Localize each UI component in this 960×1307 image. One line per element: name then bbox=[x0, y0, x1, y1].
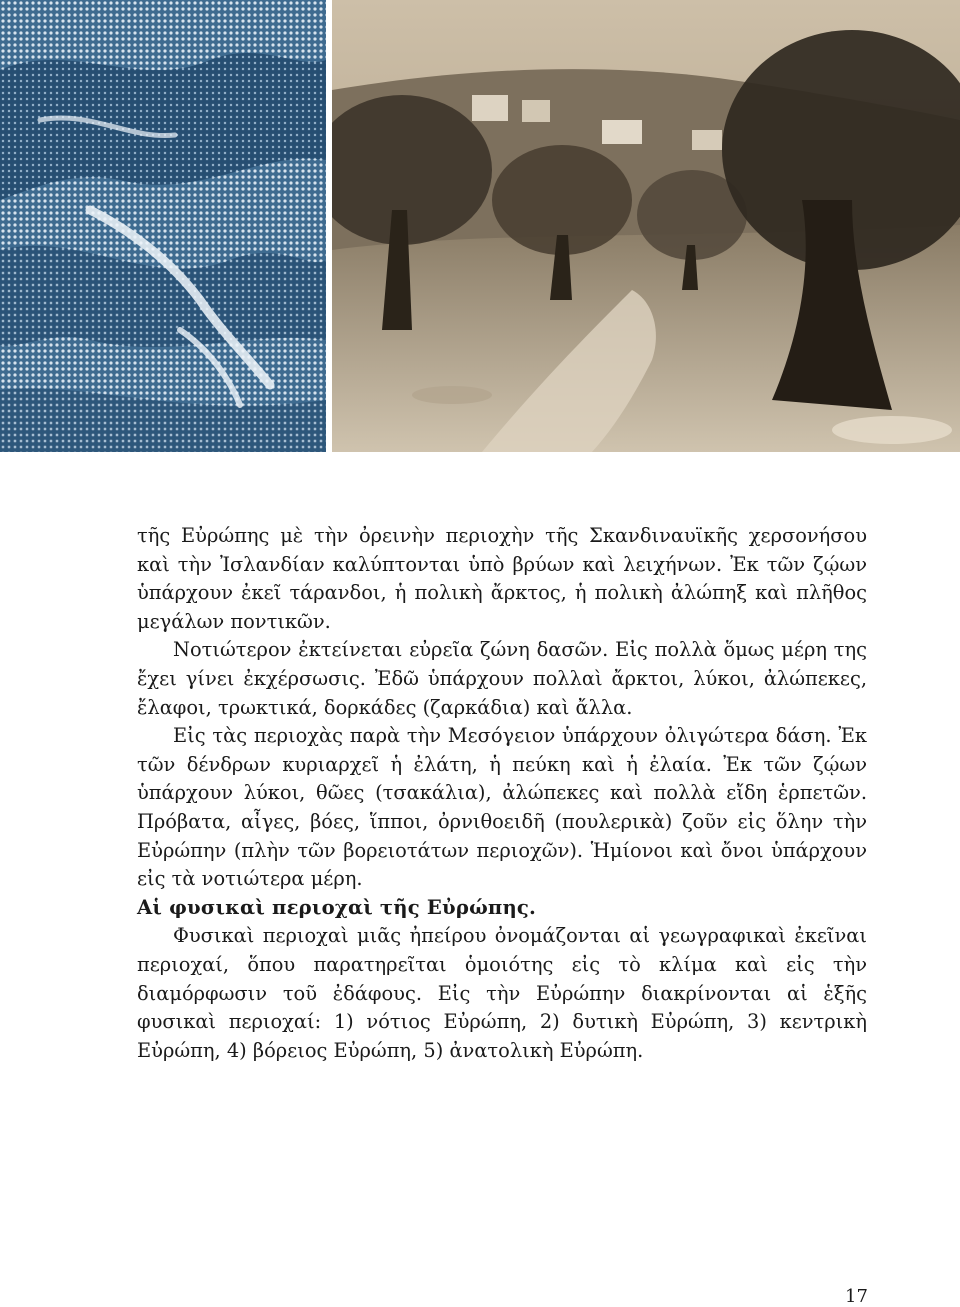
paragraph-3: Εἰς τὰς περιοχὰς παρὰ τὴν Μεσόγειον ὑπάρχουν ὀλιγώτερα δάση. Ἐκ τῶν δένδρων κυριαρχεῖ ἡ ἐλάτη, ἡ πεύκη καὶ ἡ ἐλαία. Ἐκ τῶν ζῴων ὑπάρχουν λύκοι, θῶες (τσακάλια), ἀλώπεκες καὶ πολλὰ εἴδη ἑρπετῶν. Πρόβατα, αἶγες, βόες, ἵπποι, ὀρνιθοειδῆ (πουλερικὰ) ζοῦν εἰς ὅλην τὴν Εὐρώπην (πλὴν τῶν βορειοτάτων περιοχῶν). Ἡμίονοι καὶ ὄνοι ὑπάρχουν εἰς τὰ νοτιώτερα μέρη. bbox=[137, 724, 867, 891]
paragraph-2: Νοτιώτερον ἐκτείνεται εὐρεῖα ζώνη δασῶν. Εἰς πολλὰ ὅμως μέρη της ἔχει γίνει ἐκχέρσωσις. Ἐδῶ ὑπάρχουν πολλαὶ ἄρκτοι, λύκοι, ἀλώπεκες, ἔλαφοι, τρωκτικά, δορκάδες (ζαρκάδια) καὶ ἄλλα. bbox=[137, 638, 867, 719]
olive-grove-image bbox=[332, 0, 960, 452]
paragraph-4: Φυσικαὶ περιοχαὶ μιᾶς ἠπείρου ὀνομάζονται αἱ γεωγραφικαὶ ἐκεῖναι περιοχαί, ὅπου παρατηρεῖται ὁμοιότης εἰς τὸ κλίμα καὶ εἰς τὴν διαμόρφωσιν τοῦ ἐδάφους. Εἰς τὴν Εὐρώπην διακρίνονται αἱ ἑξῆς φυσικαὶ περιοχαί: 1) νότιος Εὐρώπη, 2) δυτικὴ Εὐρώπη, 3) κεντρικὴ Εὐρώπη, 4) βόρειος Εὐρώπη, 5) ἀνατολικὴ Εὐρώπη. bbox=[137, 924, 867, 1062]
photo-olive-grove bbox=[332, 0, 960, 452]
photographs-strip bbox=[0, 0, 960, 452]
paragraph-1: τῆς Εὐρώπης μὲ τὴν ὀρεινὴν περιοχὴν τῆς Σκανδιναυϊκῆς χερσονήσου καὶ τὴν Ἰσλανδίαν καλύπτονται ὑπὸ βρύων καὶ λειχήνων. Ἐκ τῶν ζῴων ὑπάρχουν ἐκεῖ τάρανδοι, ἡ πολικὴ ἄρκτος, ἡ πολικὴ ἀλώπηξ καὶ πλῆθος μεγάλων ποντικῶν. bbox=[137, 524, 867, 633]
photo-arctic-sea bbox=[0, 0, 326, 452]
arctic-sea-image bbox=[0, 0, 326, 452]
section-heading: Αἱ φυσικαὶ περιοχαὶ τῆς Εὐρώπης. bbox=[137, 895, 537, 919]
page-number: 17 bbox=[845, 1286, 868, 1307]
body-text bbox=[137, 522, 867, 1065]
